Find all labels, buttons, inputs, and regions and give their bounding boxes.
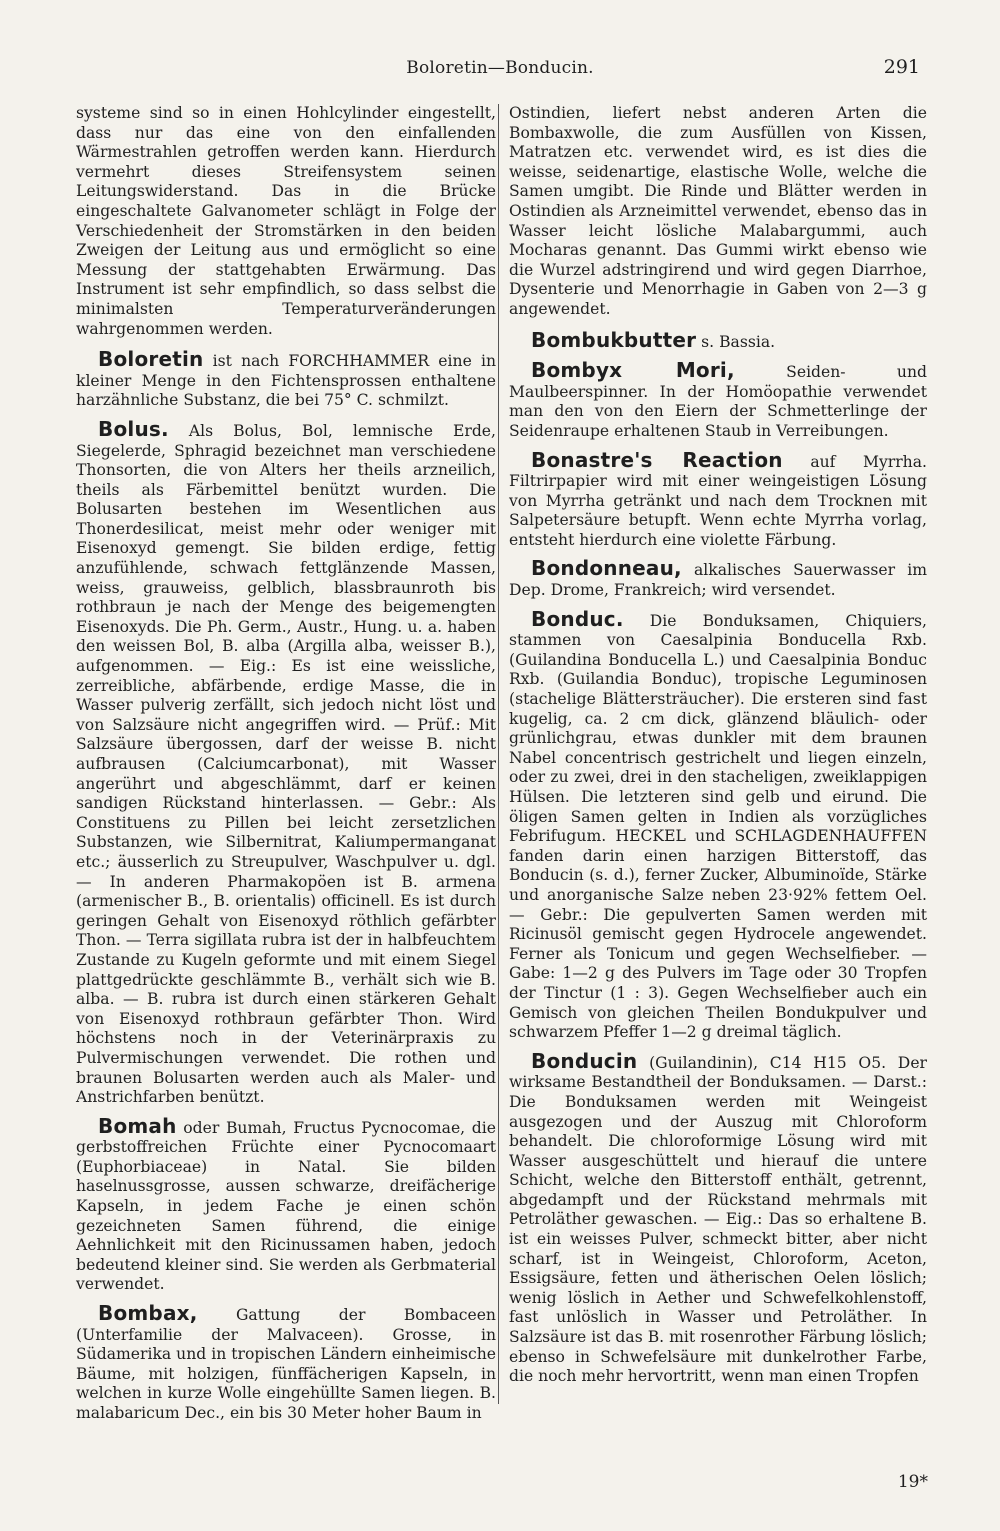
right-column [509, 104, 927, 1396]
entry-bonastres-reaction [509, 447, 927, 551]
running-title: Boloretin—Bonducin. [406, 58, 594, 78]
entry-bonducin [509, 1048, 927, 1387]
page-number: 291 [883, 56, 920, 78]
entry-continuation [509, 104, 927, 320]
entry-headword: Bombax, [98, 1301, 198, 1326]
entry-headword: Bomah [98, 1113, 177, 1138]
entry-text: s. Bassia. [701, 332, 776, 351]
entry-bombukbutter [509, 327, 927, 353]
entry-text: Seiden- und Maulbeerspinner. In der Homöopathie verwendet man den von den Eiern der Schmetterlinge der Seidenraupe erhaltenen Staub in Verreibungen. [509, 363, 927, 440]
entry-text: ist nach FORCHHAMMER eine in kleiner Menge in den Fichtensprossen enthaltene harzähnliche Substanz, die bei 75° C. schmilzt. [76, 352, 496, 410]
entry-bombyx-mori [509, 358, 927, 441]
left-column [76, 104, 496, 1433]
entry-boloretin [76, 347, 496, 411]
entry-text: Die Bonduksamen, Chiquiers, stammen von Caesalpinia Bonducella Rxb. (Guilandina Bonducella L.) und Caesalpinia Bonduc Rxb. (Guilandia Bonduc), tropische Leguminosen (stachelige Blättersträucher). Die ersteren sind fast kugelig, ca. 2 cm dick, glänzend bläulich- oder grünlichgrau, etwas dunkler mit dem braunen Nabel concentrisch gestrichelt und liegen einzeln, oder zu zwei, drei in den stacheligen, zweiklappigen Hülsen. Die letzteren sind gelb und eirund. Die öligen Samen gelten in Indien als vorzügliches Febrifugum. HECKEL und SCHLAGDENHAUFFEN fanden darin einen harzigen Bitterstoff, das Bonducin (s. d.), ferner Zucker, Albuminoïde, Stärke und anorganische Salze neben 23·92% fettem Oel. — Gebr.: Die gepulverten Samen werden mit Ricinusöl gemischt gegen Hydrocele angewendet. Ferner als Tonicum und gegen Wechselfieber. — Gabe: 1—2 g des Pulvers im Tage oder 30 Tropfen der Tinctur (1 : 3). Gegen Wechselfieber auch ein Gemisch von gleichen Theilen Bondukpulver und schwarzem Pfeffer 1—2 g dreimal täglich. [509, 611, 927, 1042]
entry-headword: Bolus. [98, 416, 169, 441]
signature-mark: 19* [897, 1472, 928, 1492]
entry-continuation [76, 104, 496, 339]
column-divider [498, 104, 499, 1404]
entry-text: Ostindien, liefert nebst anderen Arten die Bombaxwolle, die zum Ausfüllen von Kissen, Matratzen etc. verwendet wird, es ist dies die weisse, seidenartige, elastische Wolle, welche die Samen umgibt. Die Rinde und Blätter werden in Ostindien als Arzneimittel verwendet, ebenso das in Wasser leicht lösliche Malabargummi, auch Mocharas genannt. Das Gummi wirkt ebenso wie die Wurzel adstringirend und wird gegen Diarrhoe, Dysenterie und Menorrhagie in Gaben von 2—3 g angewendet. [509, 104, 927, 318]
entry-bonduc [509, 606, 927, 1043]
entry-headword: Bondonneau, [531, 556, 682, 581]
entry-bombax [76, 1301, 496, 1424]
entry-text: auf Myrrha. Filtrirpapier wird mit einer weingeistigen Lösung von Myrrha getränkt und nach dem Trocknen mit Salpetersäure betupft. Wenn echte Myrrha vorlag, entsteht hierdurch eine violette Färbung. [509, 452, 927, 549]
entry-headword: Bonastre's Reaction [531, 447, 783, 472]
entry-text: oder Bumah, Fructus Pycnocomae, die gerbstoffreichen Früchte einer Pycnocomaart (Euphorbiaceae) in Natal. Sie bilden haselnussgrosse, aussen schwarze, dreifächerige Kapseln, in jedem Fache je einen schön gezeichneten Samen führend, die einige Aehnlichkeit mit den Ricinussamen haben, jedoch bedeutend kleiner sind. Sie werden als Gerbmaterial verwendet. [76, 1118, 496, 1294]
entry-text: alkalisches Sauerwasser im Dep. Drome, Frankreich; wird versendet. [509, 561, 927, 600]
entry-text: Als Bolus, Bol, lemnische Erde, Siegelerde, Sphragid bezeichnet man verschiedene Thonsorten, die von Alters her theils arzneilich, theils als Färbemittel benützt wurden. Die Bolusarten bestehen im Wesentlichen aus Thonerdesilicat, meist mehr oder weniger mit Eisenoxyd gemengt. Sie bilden erdige, fettig anzufühlende, schwach fettglänzende Massen, weiss, grauweiss, gelblich, blassbraunroth bis rothbraun je nach der Menge des beigemengten Eisenoxyds. Die Ph. Germ., Austr., Hung. u. a. haben den weissen Bol, B. alba (Argilla alba, weisser B.), aufgenommen. — Eig.: Es ist eine weissliche, zerreibliche, abfärbende, erdige Masse, die in Wasser pulverig zerfällt, sich jedoch nicht löst und von Salzsäure nicht angegriffen wird. — Prüf.: Mit Salzsäure übergossen, darf der weisse B. nicht aufbrausen (Calciumcarbonat), mit Wasser angerührt und abgeschlämmt, darf er keinen sandigen Rückstand hinterlassen. — Gebr.: Als Constituens zu Pillen bei leicht zersetzlichen Substanzen, wie Silbernitrat, Kaliumpermanganat etc.; äusserlich zu Streupulver, Waschpulver u. dgl. — In anderen Pharmakopöen ist B. armena (armenischer B., B. orientalis) officinell. Es ist durch geringen Gehalt von Eisenoxyd röthlich gefärbter Thon. — Terra sigillata rubra ist der in halbfeuchtem Zustande zu Kugeln geformte und mit einem Siegel plattgedrückte geschlämmte B., verhält sich wie B. alba. — B. rubra ist durch einen stärkeren Gehalt von Eisenoxyd rothbraun gefärbter Thon. Wird höchstens noch in der Veterinärpraxis zu Pulvermischungen verwendet. Die rothen und braunen Bolusarten werden auch als Maler- und Anstrichfarben benützt. [76, 421, 496, 1107]
entry-bondonneau [509, 556, 927, 600]
entry-bomah [76, 1113, 496, 1295]
entry-headword: Bonducin [531, 1048, 638, 1073]
entry-bolus [76, 416, 496, 1108]
entry-text: (Guilandinin), C14 H15 O5. Der wirksame Bestandtheil der Bonduksamen. — Darst.: Die Bonduksamen werden mit Weingeist ausgezogen und der Auszug mit Chloroform behandelt. Die chloroformige Lösung wird mit Wasser ausgeschüttelt und hierauf die untere Schicht, welche den Bitterstoff enthält, getrennt, abgedampft und der Rückstand mehrmals mit Petroläther gewaschen. — Eig.: Das so erhaltene B. ist ein weisses Pulver, schmeckt bitter, aber nicht scharf, ist in Weingeist, Chloroform, Aceton, Essigsäure, fetten und ätherischen Oelen löslich; wenig löslich in Aether und Schwefelkohlenstoff, fast unlöslich in Wasser und Petroläther. In Salzsäure ist das B. mit rosenrother Färbung löslich; ebenso in Schwefelsäure mit dunkelrother Farbe, die noch mehr hervortritt, wenn man einen Tropfen [509, 1053, 927, 1386]
entry-headword: Bombukbutter [531, 327, 697, 352]
entry-headword: Bonduc. [531, 606, 624, 631]
entry-headword: Boloretin [98, 347, 204, 372]
running-head [0, 56, 1000, 82]
entry-text: Gattung der Bombaceen (Unterfamilie der Malvaceen). Grosse, in Südamerika und in tropischen Ländern einheimische Bäume, mit holzigen, fünffächerigen Kapseln, in welchen in kurze Wolle eingehüllte Samen liegen. B. malabaricum Dec., ein bis 30 Meter hoher Baum in [76, 1306, 496, 1422]
entry-text: systeme sind so in einen Hohlcylinder eingestellt, dass nur das eine von den einfallenden Wärmestrahlen getroffen werden kann. Hierdurch vermehrt dieses Streifensystem seinen Leitungswiderstand. Das in die Brücke eingeschaltete Galvanometer schlägt in Folge der Verschiedenheit der Stromstärken in den beiden Zweigen der Leitung aus und ermöglicht so eine Messung der stattgehabten Erwärmung. Das Instrument ist sehr empfindlich, so dass selbst die minimalsten Temperaturveränderungen wahrgenommen werden. [76, 104, 496, 338]
entry-headword: Bombyx Mori, [531, 358, 735, 383]
